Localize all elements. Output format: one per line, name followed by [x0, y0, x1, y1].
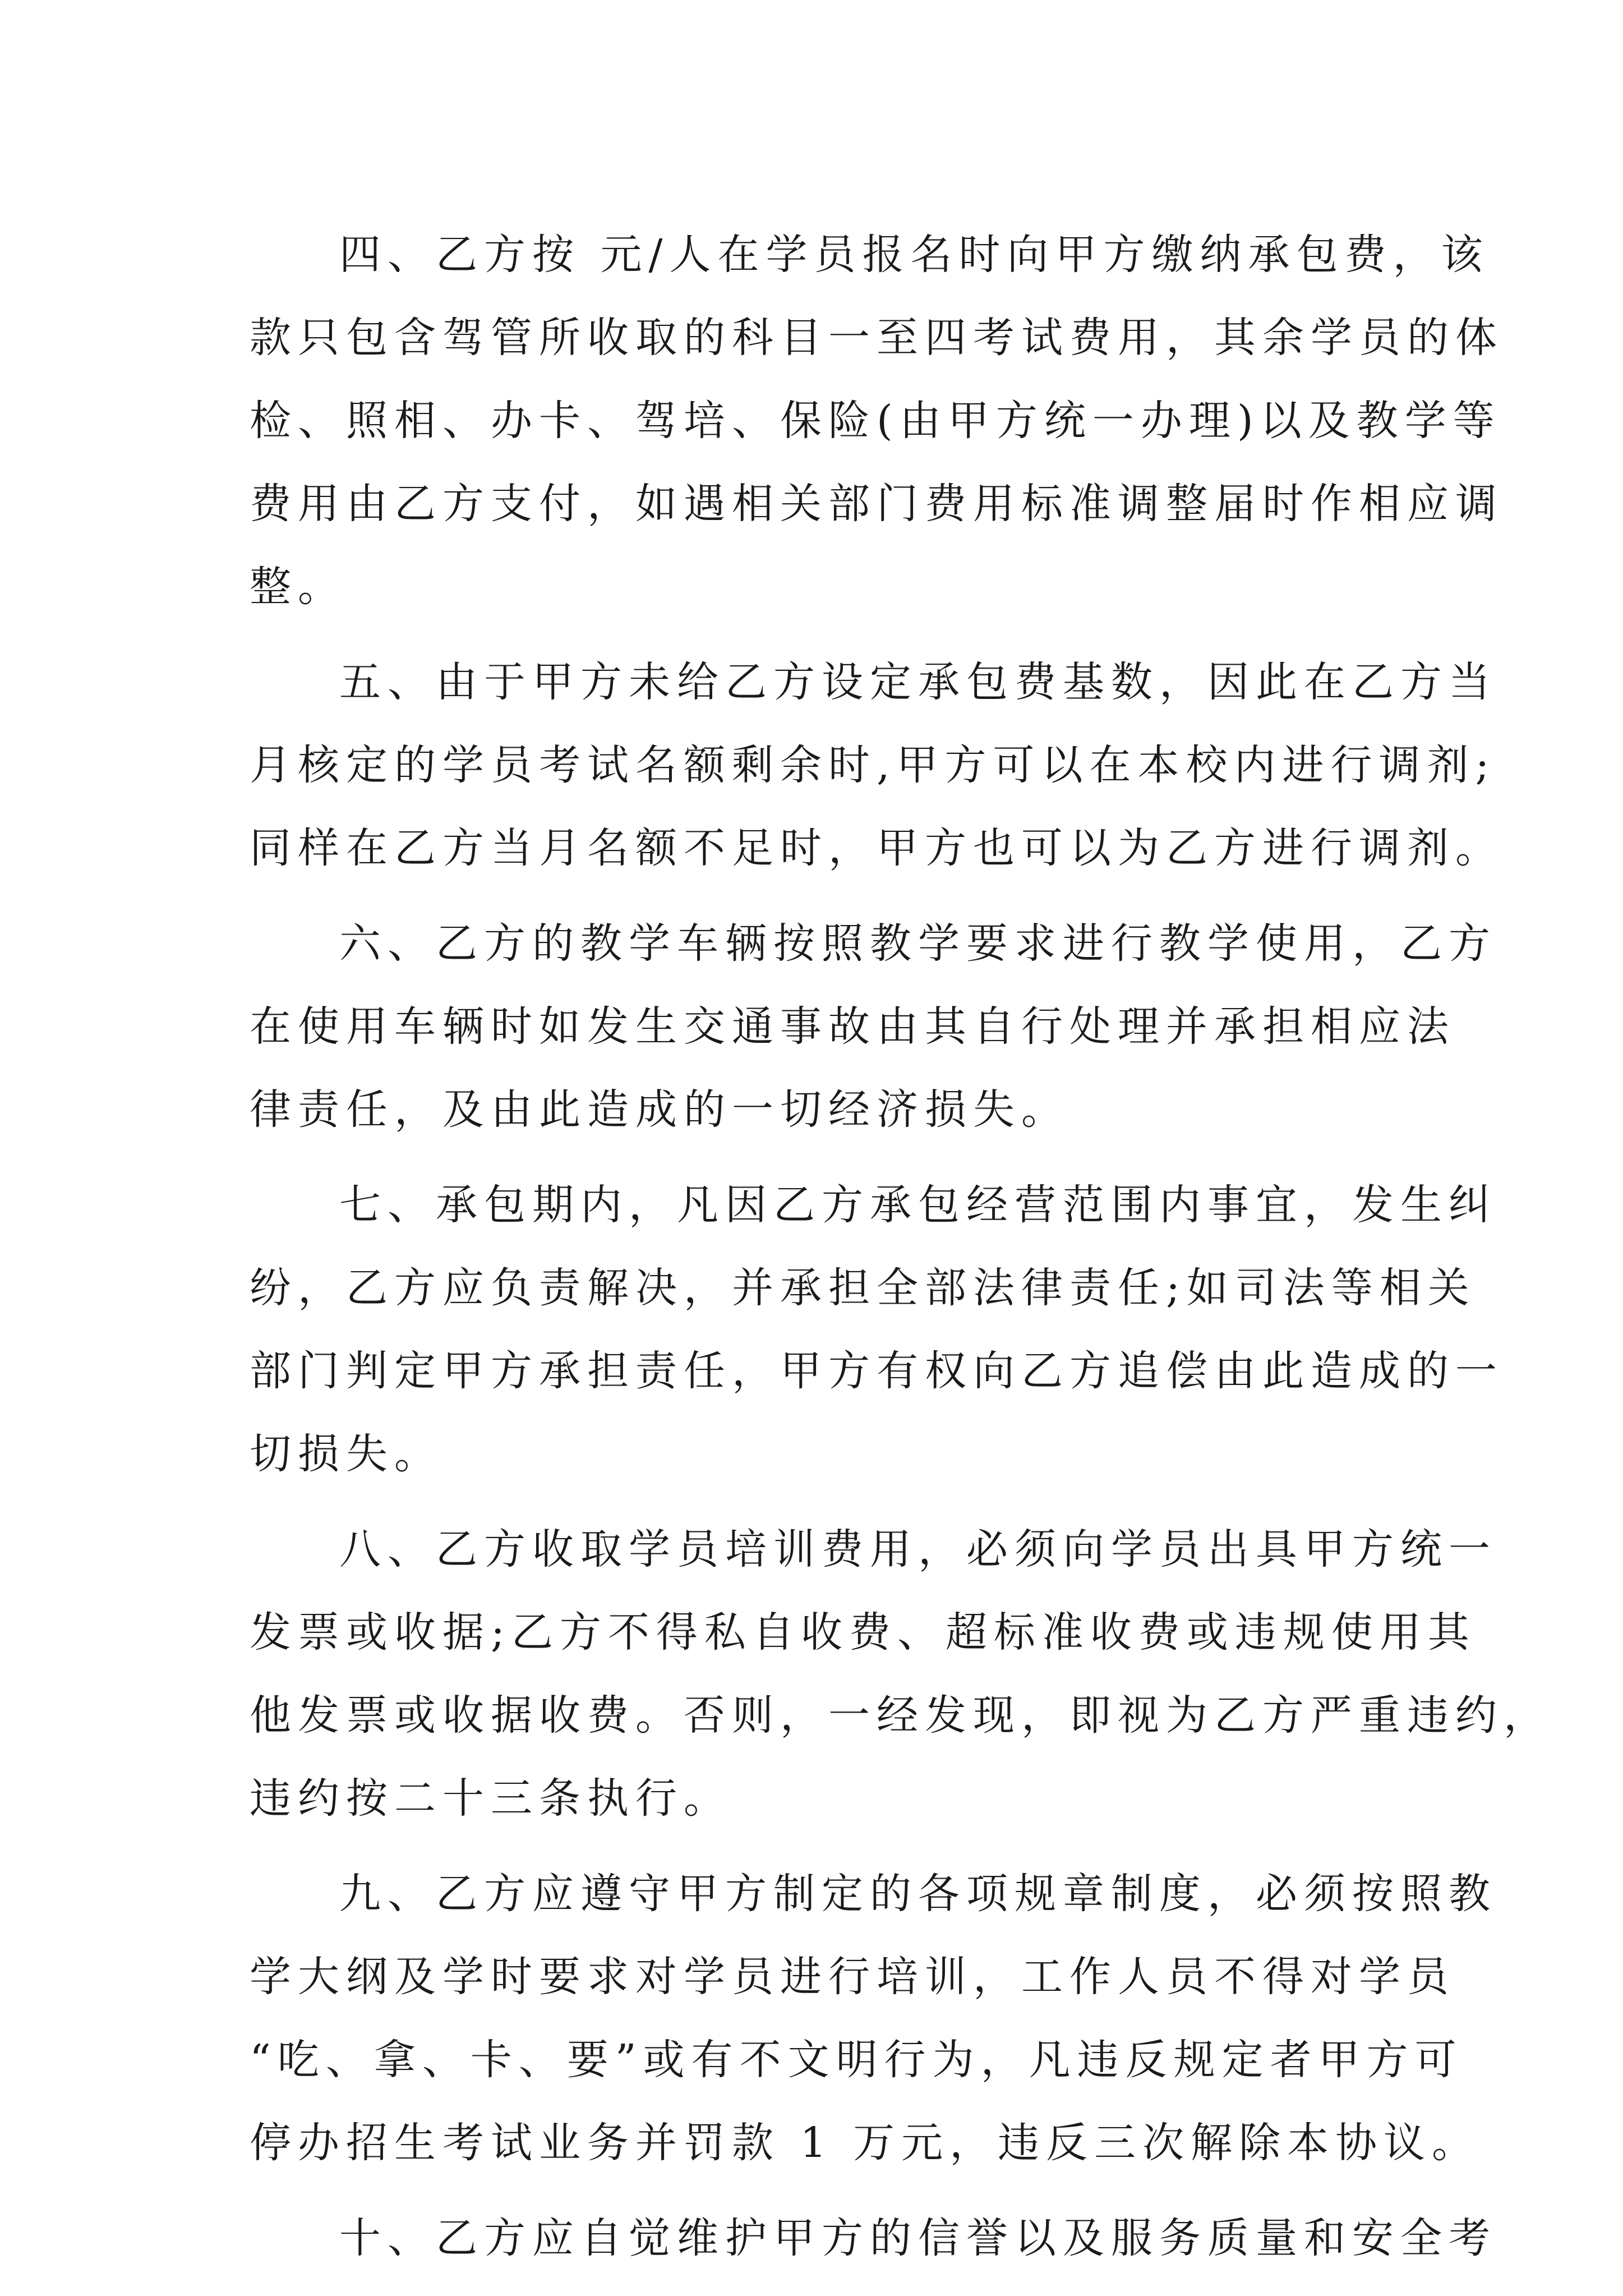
paragraph-line: 整。 [250, 563, 346, 611]
paragraph-6 [250, 902, 1497, 1151]
paragraph-line: 部门判定甲方承担责任，甲方有权向乙方追偿由此造成的一 [250, 1347, 1504, 1395]
paragraph-5 [250, 641, 1504, 890]
paragraph-line: 发票或收据;乙方不得私自收费、超标准收费或违规使用其 [250, 1608, 1476, 1657]
document-body [250, 213, 1552, 2292]
paragraph-line: 款只包含驾管所收取的科目一至四考试费用，其余学员的体 [250, 314, 1504, 362]
paragraph-line: 八、乙方收取学员培训费用，必须向学员出具甲方统一 [339, 1525, 1497, 1573]
paragraph-line: 律责任，及由此造成的一切经济损失。 [250, 1085, 1069, 1134]
paragraph-line: 他发票或收据收费。否则，一经发现，即视为乙方严重违约， [250, 1691, 1552, 1740]
paragraph-line: 五、由于甲方未给乙方设定承包费基数，因此在乙方当 [339, 658, 1497, 706]
paragraph-9 [250, 1852, 1497, 2184]
paragraph-line: 九、乙方应遵守甲方制定的各项规章制度，必须按照教 [339, 1870, 1497, 1918]
paragraph-line: 检、照相、办卡、驾培、保险(由甲方统一办理)以及教学等 [250, 397, 1501, 445]
paragraph-line: 十、乙方应自觉维护甲方的信誉以及服务质量和安全考 [339, 2214, 1497, 2262]
paragraph-line: 在使用车辆时如发生交通事故由其自行处理并承担相应法 [250, 1002, 1455, 1051]
paragraph-line: 违约按二十三条执行。 [250, 1774, 732, 1823]
paragraph-7 [250, 1163, 1504, 1496]
paragraph-line: 六、乙方的教学车辆按照教学要求进行教学使用，乙方 [339, 919, 1497, 968]
paragraph-4 [250, 213, 1504, 628]
paragraph-line: 停办招生考试业务并罚款 1 万元，违反三次解除本协议。 [250, 2119, 1481, 2167]
paragraph-line: 七、承包期内，凡因乙方承包经营范围内事宜，发生纠 [339, 1181, 1497, 1229]
paragraph-line: 同样在乙方当月名额不足时，甲方也可以为乙方进行调剂。 [250, 824, 1504, 872]
paragraph-line: 切损失。 [250, 1430, 442, 1478]
paragraph-10 [250, 2197, 1497, 2280]
paragraph-line: 四、乙方按 元/人在学员报名时向甲方缴纳承包费，该 [339, 231, 1490, 279]
paragraph-line: 学大纲及学时要求对学员进行培训，工作人员不得对学员 [250, 1953, 1455, 2001]
paragraph-line: 费用由乙方支付，如遇相关部门费用标准调整届时作相应调 [250, 480, 1504, 528]
paragraph-line: 月核定的学员考试名额剩余时,甲方可以在本校内进行调剂; [250, 741, 1496, 789]
paragraph-line: “吃、拿、卡、要”或有不文明行为，凡违反规定者甲方可 [250, 2036, 1463, 2084]
paragraph-line: 纷，乙方应负责解决，并承担全部法律责任;如司法等相关 [250, 1264, 1476, 1312]
paragraph-8 [250, 1508, 1552, 1840]
